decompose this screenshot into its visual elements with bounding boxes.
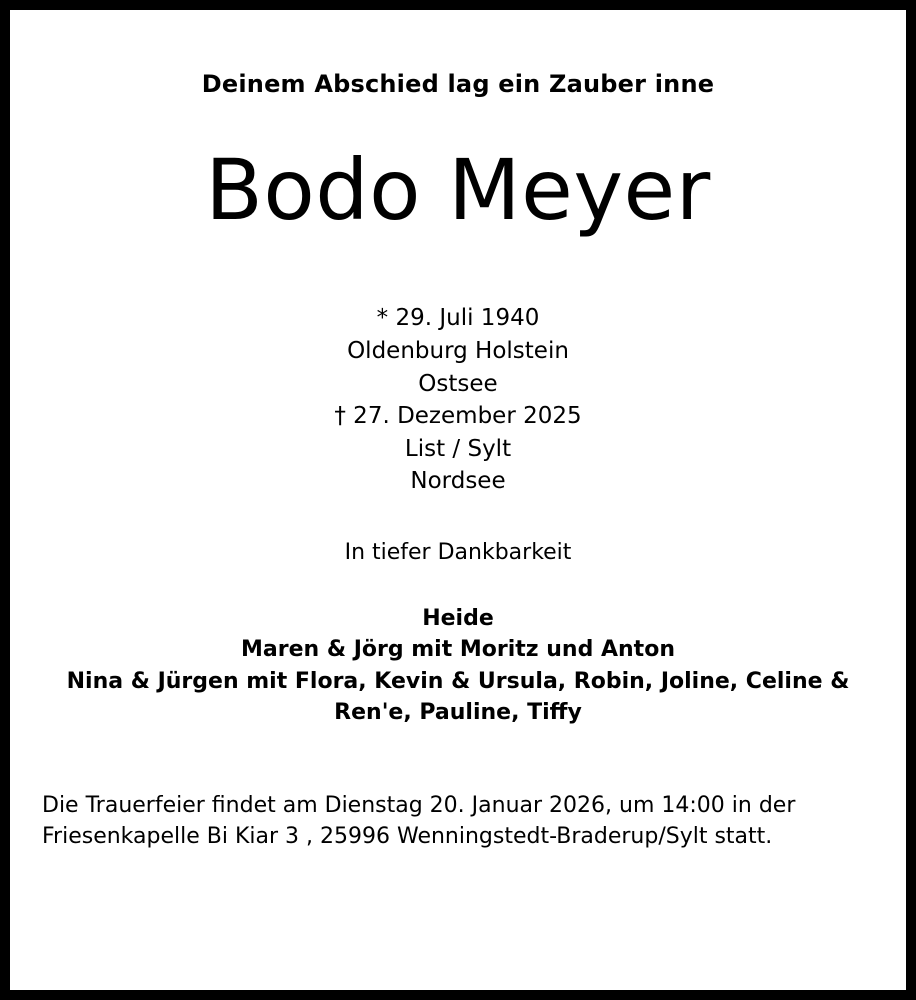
family-line: Heide [422,606,494,632]
family-line: Nina & Jürgen mit Flora, Kevin & Ursula, Robin, Joline, Celine & [66,668,850,694]
family-line: Ren'e, Pauline, Tiffy [334,699,582,725]
death-date: † 27. Dezember 2025 [334,403,582,430]
family-line: Maren & Jörg mit Moritz und Anton [241,637,675,663]
death-place: List / Sylt [404,435,512,462]
gratitude-text: In tiefer Dankbarkeit [344,540,572,566]
ceremony-details: Die Trauerfeier findet am Dienstag 20. Januar 2026, um 14:00 in der Friesenkapelle Bi Kiar 3 , 25996 Wenningstedt-Braderup/Sylt statt. [42,793,796,850]
birth-date: * 29. Juli 1940 [376,305,540,332]
bottom-spacer [40,853,876,970]
life-dates [40,302,876,498]
birth-place: Oldenburg Holstein [347,337,569,364]
deceased-name: Bodo Meyer [205,141,711,239]
death-region: Nordsee [410,468,506,495]
obituary-frame [8,8,908,992]
family-names [40,603,876,728]
motto-text: Deinem Abschied lag ein Zauber inne [201,70,715,98]
birth-region: Ostsee [418,370,498,397]
